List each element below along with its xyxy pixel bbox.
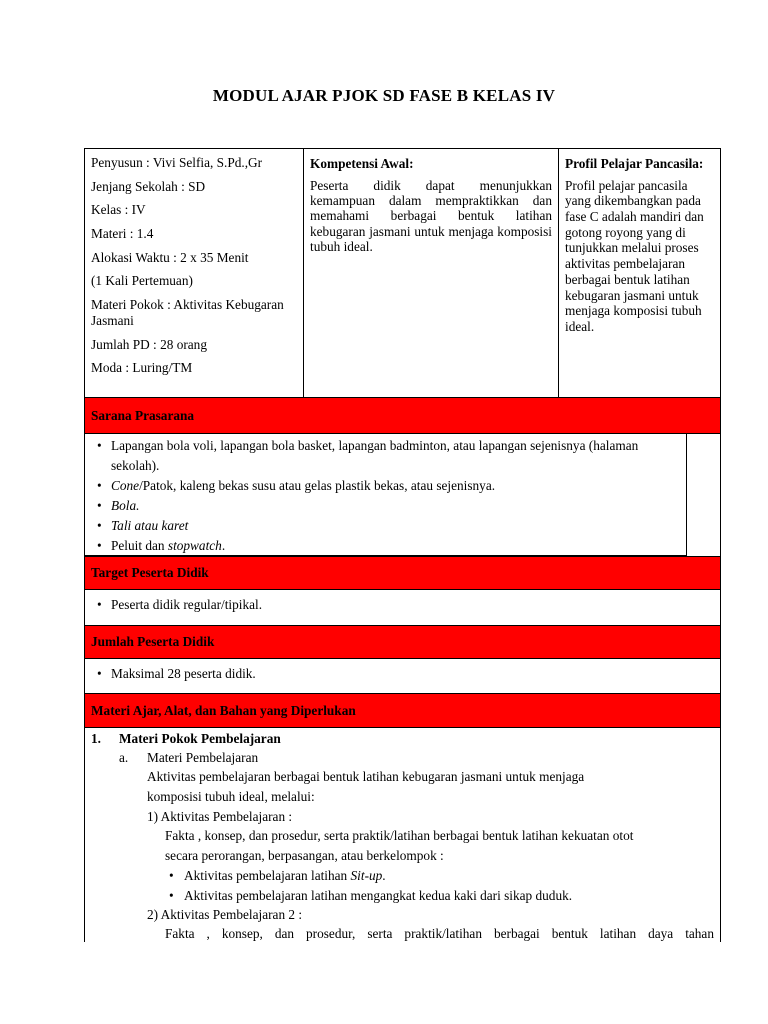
header-grid <box>85 149 720 397</box>
section-number: 1. <box>91 731 101 746</box>
activity-bullet: Aktivitas pembelajaran latihan Sit-up. <box>184 868 386 883</box>
initial-competence-column <box>304 149 559 397</box>
facilities-header: Sarana Prasarana <box>85 397 720 434</box>
activity-1-text: Fakta , konsep, dan prosedur, serta praktik/latihan berbagai bentuk latihan kekuatan otot <box>165 828 634 843</box>
activity-1-title: 1) Aktivitas Pembelajaran : <box>147 809 293 824</box>
activity-bullet: Aktivitas pembelajaran latihan mengangkat kedua kaki dari sikap duduk. <box>184 888 573 903</box>
list-item: • Bola. <box>85 496 686 516</box>
list-item: • Tali atau karet <box>85 516 686 536</box>
cone-term: Cone <box>111 478 140 493</box>
materials-header: Materi Ajar, Alat, dan Bahan yang Diperlukan <box>85 693 720 728</box>
list-item: • Lapangan bola voli, lapangan bola basket, lapangan badminton, atau lapangan sejenisnya (halaman sekolah). <box>85 436 686 476</box>
activity-2-title: 2) Aktivitas Pembelajaran 2 : <box>147 907 303 922</box>
meeting-count-text: (1 Kali Pertemuan) <box>91 273 193 289</box>
pancasila-profile-text: Profil pelajar pancasila yang dikembangkan pada fase C adalah mandiri dan gotong royong yang di tunjukkan melalui proses aktivitas pembelajaran berbagai bentuk latihan kebugaran jasmani untuk menjaga komposisi tubuh ideal. <box>565 177 704 334</box>
subsection-mark: a. <box>119 750 129 765</box>
initial-competence-heading: Kompetensi Awal: <box>310 156 414 171</box>
activity-2-text: Fakta , konsep, dan prosedur, serta praktik/latihan berbagai bentuk latihan daya tahan <box>165 926 714 941</box>
activity-1-text: secara perorangan, berpasangan, atau berkelompok : <box>165 848 444 863</box>
subsection-text: Aktivitas pembelajaran berbagai bentuk latihan kebugaran jasmani untuk menjaga <box>147 769 585 784</box>
initial-competence-text: Peserta didik dapat menunjukkan kemampuan dalam mempraktikkan dan memahami berbagai bentuk latihan kebugaran jasmani untuk menjaga komposisi tubuh ideal. <box>310 177 552 254</box>
target-students-box <box>85 595 720 615</box>
subsection-title: Materi Pembelajaran <box>147 750 259 765</box>
facilities-list <box>85 436 686 556</box>
student-count-box <box>85 664 720 684</box>
list-item: • Peserta didik regular/tipikal. <box>85 595 720 615</box>
bullet-marker: • <box>169 888 174 903</box>
section-title: Materi Pokok Pembelajaran <box>119 731 281 746</box>
subsection-text: komposisi tubuh ideal, melalui: <box>147 789 315 804</box>
main-material-text: Materi Pokok : Aktivitas Kebugaran Jasmani <box>91 297 284 328</box>
document-title: MODUL AJAR PJOK SD FASE B KELAS IV <box>212 86 556 105</box>
mode-text: Moda : Luring/TM <box>91 360 193 376</box>
facilities-box <box>85 434 687 556</box>
student-count-header: Jumlah Peserta Didik <box>85 625 720 659</box>
bullet-marker: • <box>169 868 174 883</box>
time-allocation-text: Alokasi Waktu : 2 x 35 Menit <box>91 249 249 265</box>
list-item: • Cone/Patok, kaleng bekas susu atau gelas plastik bekas, atau sejenisnya. <box>85 476 686 496</box>
module-table <box>84 148 721 942</box>
material-number-text: Materi : 1.4 <box>91 226 154 242</box>
pancasila-profile-heading: Profil Pelajar Pancasila: <box>565 156 704 171</box>
target-students-header: Target Peserta Didik <box>85 556 720 590</box>
class-text: Kelas : IV <box>91 202 146 218</box>
school-level-text: Jenjang Sekolah : SD <box>91 178 206 194</box>
list-item: • Maksimal 28 peserta didik. <box>85 664 720 684</box>
pancasila-profile-column <box>559 149 720 397</box>
author-text: Penyusun : Vivi Selfia, S.Pd.,Gr <box>91 155 263 170</box>
student-count-text: Jumlah PD : 28 orang <box>91 336 207 352</box>
list-item: • Peluit dan stopwatch. <box>85 536 686 556</box>
identity-column <box>85 149 304 397</box>
